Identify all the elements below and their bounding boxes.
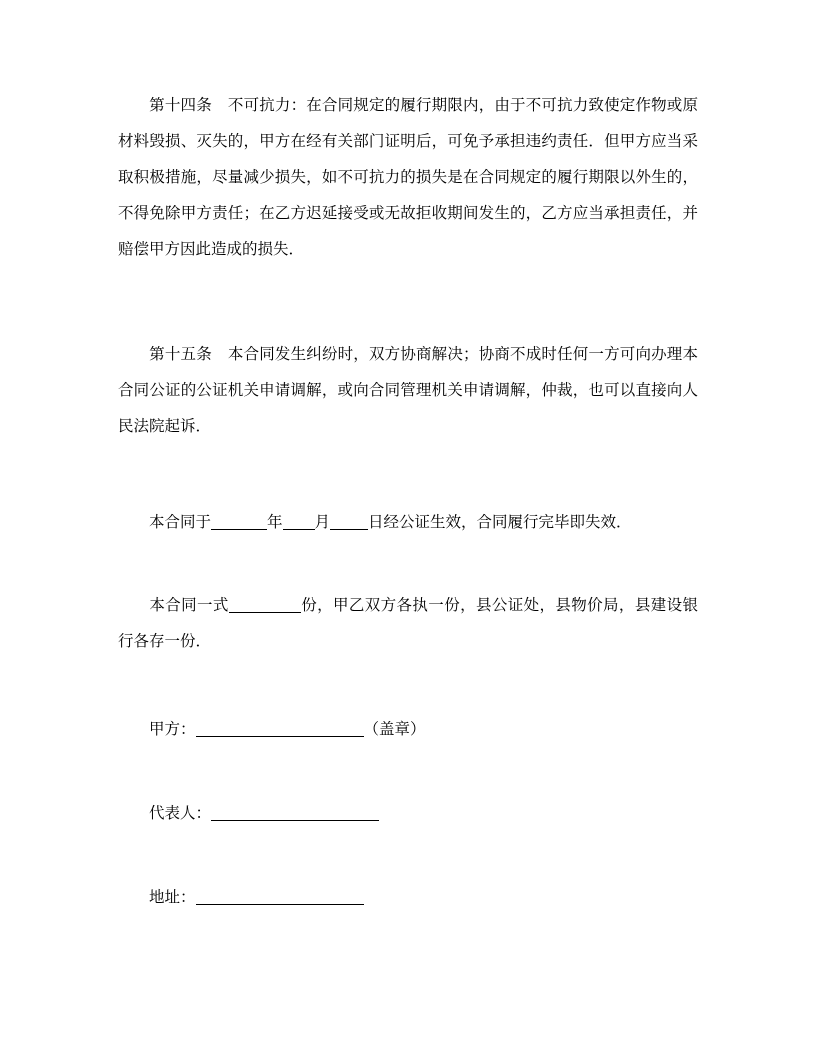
copies-count-blank[interactable] [229, 596, 301, 613]
article-14-text: 不可抗力：在合同规定的履行期限内，由于不可抗力致使定作物或原材料毁损、灭失的，甲方在经有关部门证明后，可免予承担违约责任．但甲方应当采取积极措施，尽量减少损失，如不可抗力的损失是在合同规定的履行期限以外生的，不得免除甲方责任；在乙方迟延接受或无故拒收期间发生的，乙方应当承担责任，并赔偿甲方因此造成的损失． [118, 96, 698, 258]
year-label: 年 [267, 513, 283, 531]
address-label: 地址： [149, 888, 196, 906]
month-blank[interactable] [283, 513, 315, 530]
address-blank[interactable] [196, 888, 364, 905]
month-label: 月 [314, 513, 331, 531]
article-15-paragraph [118, 336, 698, 444]
article-15-text: 本合同发生纠纷时，双方协商解决；协商不成时任何一方可向办理本合同公证的公证机关申请调解，或向合同管理机关申请调解，仲裁，也可以直接向人民法院起诉． [118, 345, 698, 435]
copies-prefix: 本合同一式 [149, 596, 229, 614]
party-a-blank[interactable] [196, 720, 364, 737]
representative-blank[interactable] [211, 804, 379, 821]
party-a-label: 甲方： [149, 720, 196, 738]
day-blank[interactable] [330, 513, 368, 530]
representative-label: 代表人： [149, 804, 212, 822]
party-a-line [118, 711, 426, 747]
copies-paragraph [118, 587, 698, 659]
address-line [118, 879, 364, 915]
article-14-paragraph [118, 87, 698, 267]
seal-label: （盖章） [363, 720, 426, 738]
effective-date-line [118, 504, 632, 540]
representative-line [118, 795, 379, 831]
copies-text: 份，甲乙双方各执一份，县公证处，县物价局，县建设银行各存一份． [118, 596, 698, 650]
effective-suffix: 日经公证生效，合同履行完毕即失效． [368, 513, 632, 531]
article-14-number: 第十四条 [149, 96, 212, 114]
effective-prefix: 本合同于 [149, 513, 212, 531]
article-15-number: 第十五条 [149, 345, 212, 363]
year-blank[interactable] [211, 513, 267, 530]
